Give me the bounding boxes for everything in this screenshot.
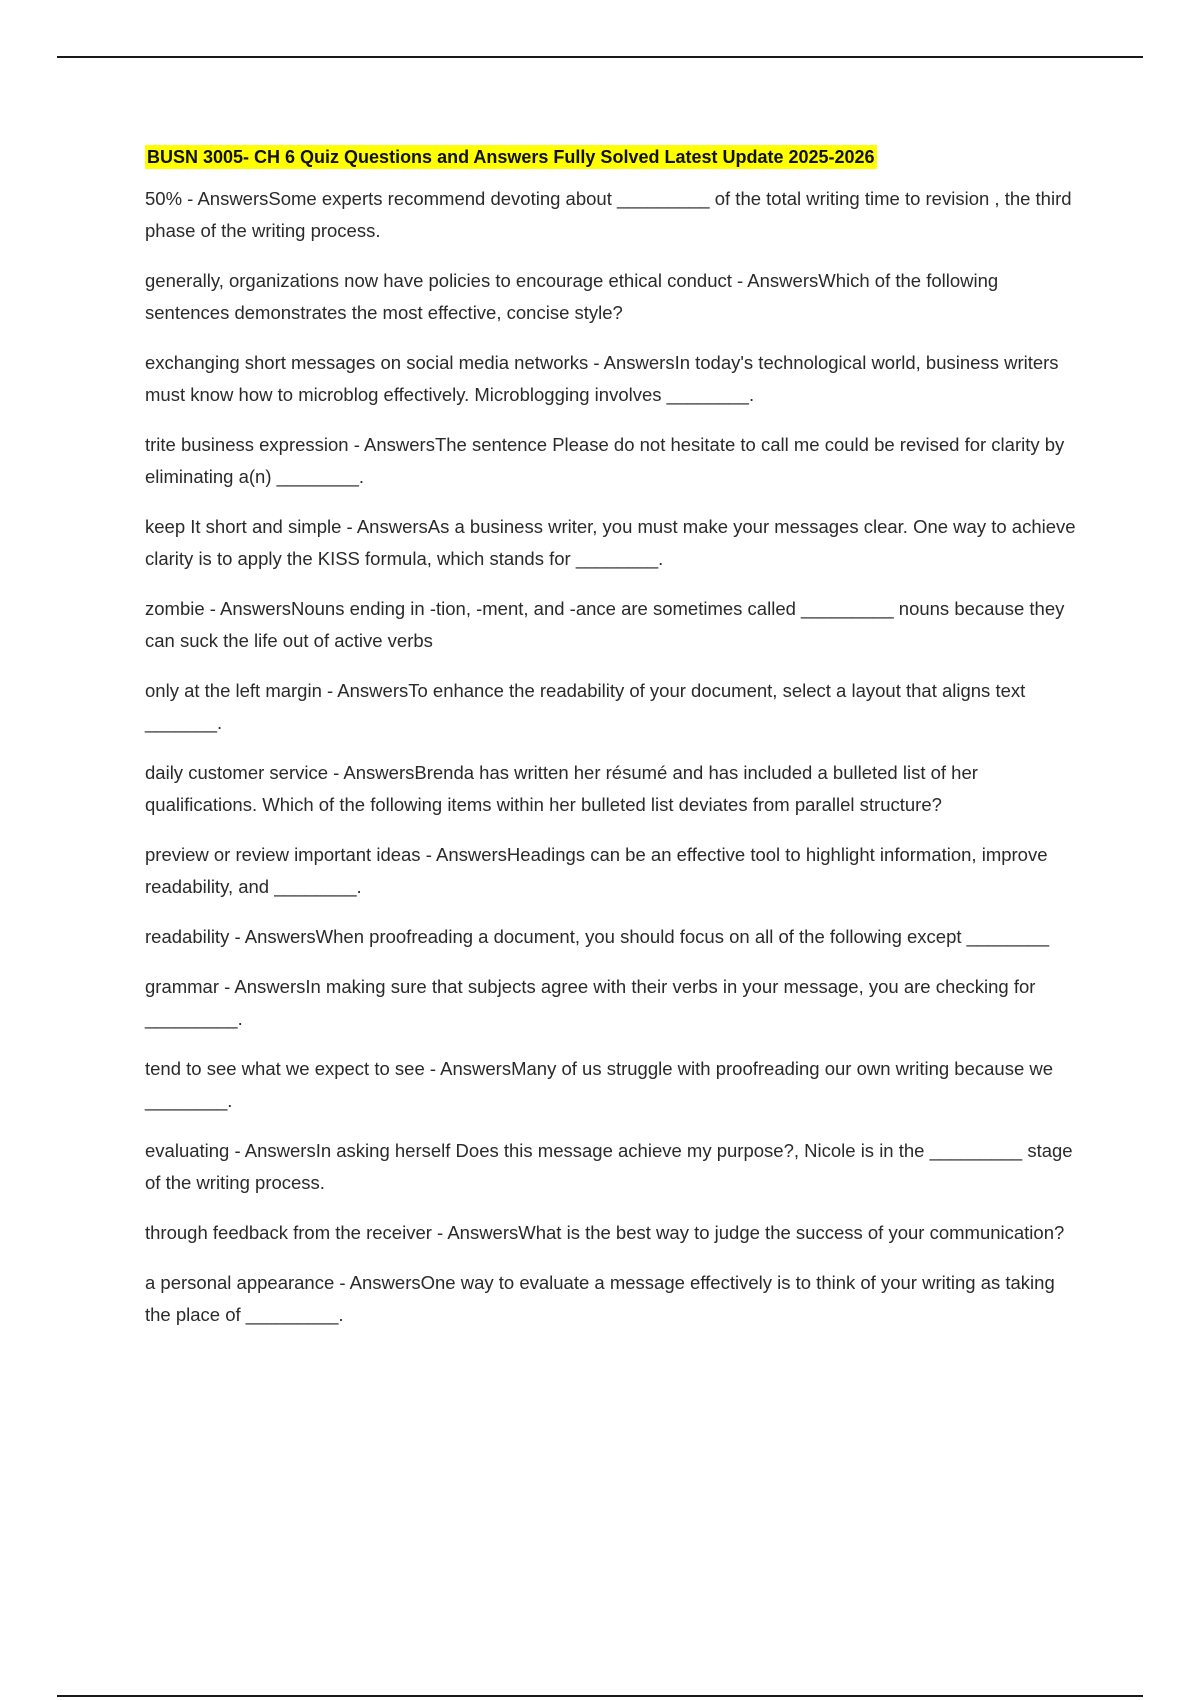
qa-item-4: trite business expression - AnswersThe sentence Please do not hesitate to call me could be revised for clarity by eliminating a(n) ________. [145, 434, 1065, 487]
qa-item-5: keep It short and simple - AnswersAs a business writer, you must make your messages clear. One way to achieve clarity is to apply the KISS formula, which stands for ________. [145, 516, 1076, 569]
qa-item-14: through feedback from the receiver - AnswersWhat is the best way to judge the success of your communication? [145, 1222, 1065, 1243]
qa-item-3: exchanging short messages on social media networks - AnswersIn today's technological world, business writers must know how to microblog effectively. Microblogging involves ________. [145, 352, 1059, 405]
qa-item-8: daily customer service - AnswersBrenda has written her résumé and has included a bulleted list of her qualifications. Which of the following items within her bulleted list deviates from parallel structure? [145, 762, 978, 815]
qa-item-7: only at the left margin - AnswersTo enhance the readability of your document, select a layout that aligns text _______. [145, 680, 1026, 733]
qa-item-13: evaluating - AnswersIn asking herself Does this message achieve my purpose?, Nicole is in the _________ stage of the writing process. [145, 1140, 1073, 1193]
qa-item-9: preview or review important ideas - AnswersHeadings can be an effective tool to highlight information, improve readability, and ________. [145, 844, 1048, 897]
qa-item-12: tend to see what we expect to see - AnswersMany of us struggle with proofreading our own writing because we ________. [145, 1058, 1054, 1111]
footer-rule [57, 1695, 1143, 1697]
qa-item-11: grammar - AnswersIn making sure that subjects agree with their verbs in your message, you are checking for _________. [145, 976, 1036, 1029]
qa-item-2: generally, organizations now have policies to encourage ethical conduct - AnswersWhich of the following sentences demonstrates the most effective, concise style? [145, 270, 999, 323]
qa-item-1: 50% - AnswersSome experts recommend devoting about _________ of the total writing time to revision , the third phase of the writing process. [145, 188, 1072, 241]
document-title: BUSN 3005- CH 6 Quiz Questions and Answers Fully Solved Latest Update 2025-2026 [147, 147, 875, 167]
qa-item-10: readability - AnswersWhen proofreading a document, you should focus on all of the following except ________ [145, 926, 1049, 947]
qa-item-6: zombie - AnswersNouns ending in -tion, -ment, and -ance are sometimes called _________ nouns because they can suck the life out of active verbs [145, 598, 1065, 651]
qa-item-15: a personal appearance - AnswersOne way to evaluate a message effectively is to think of your writing as taking the place of _________. [145, 1272, 1055, 1325]
header-rule [57, 56, 1143, 58]
document-body [145, 145, 1085, 1349]
